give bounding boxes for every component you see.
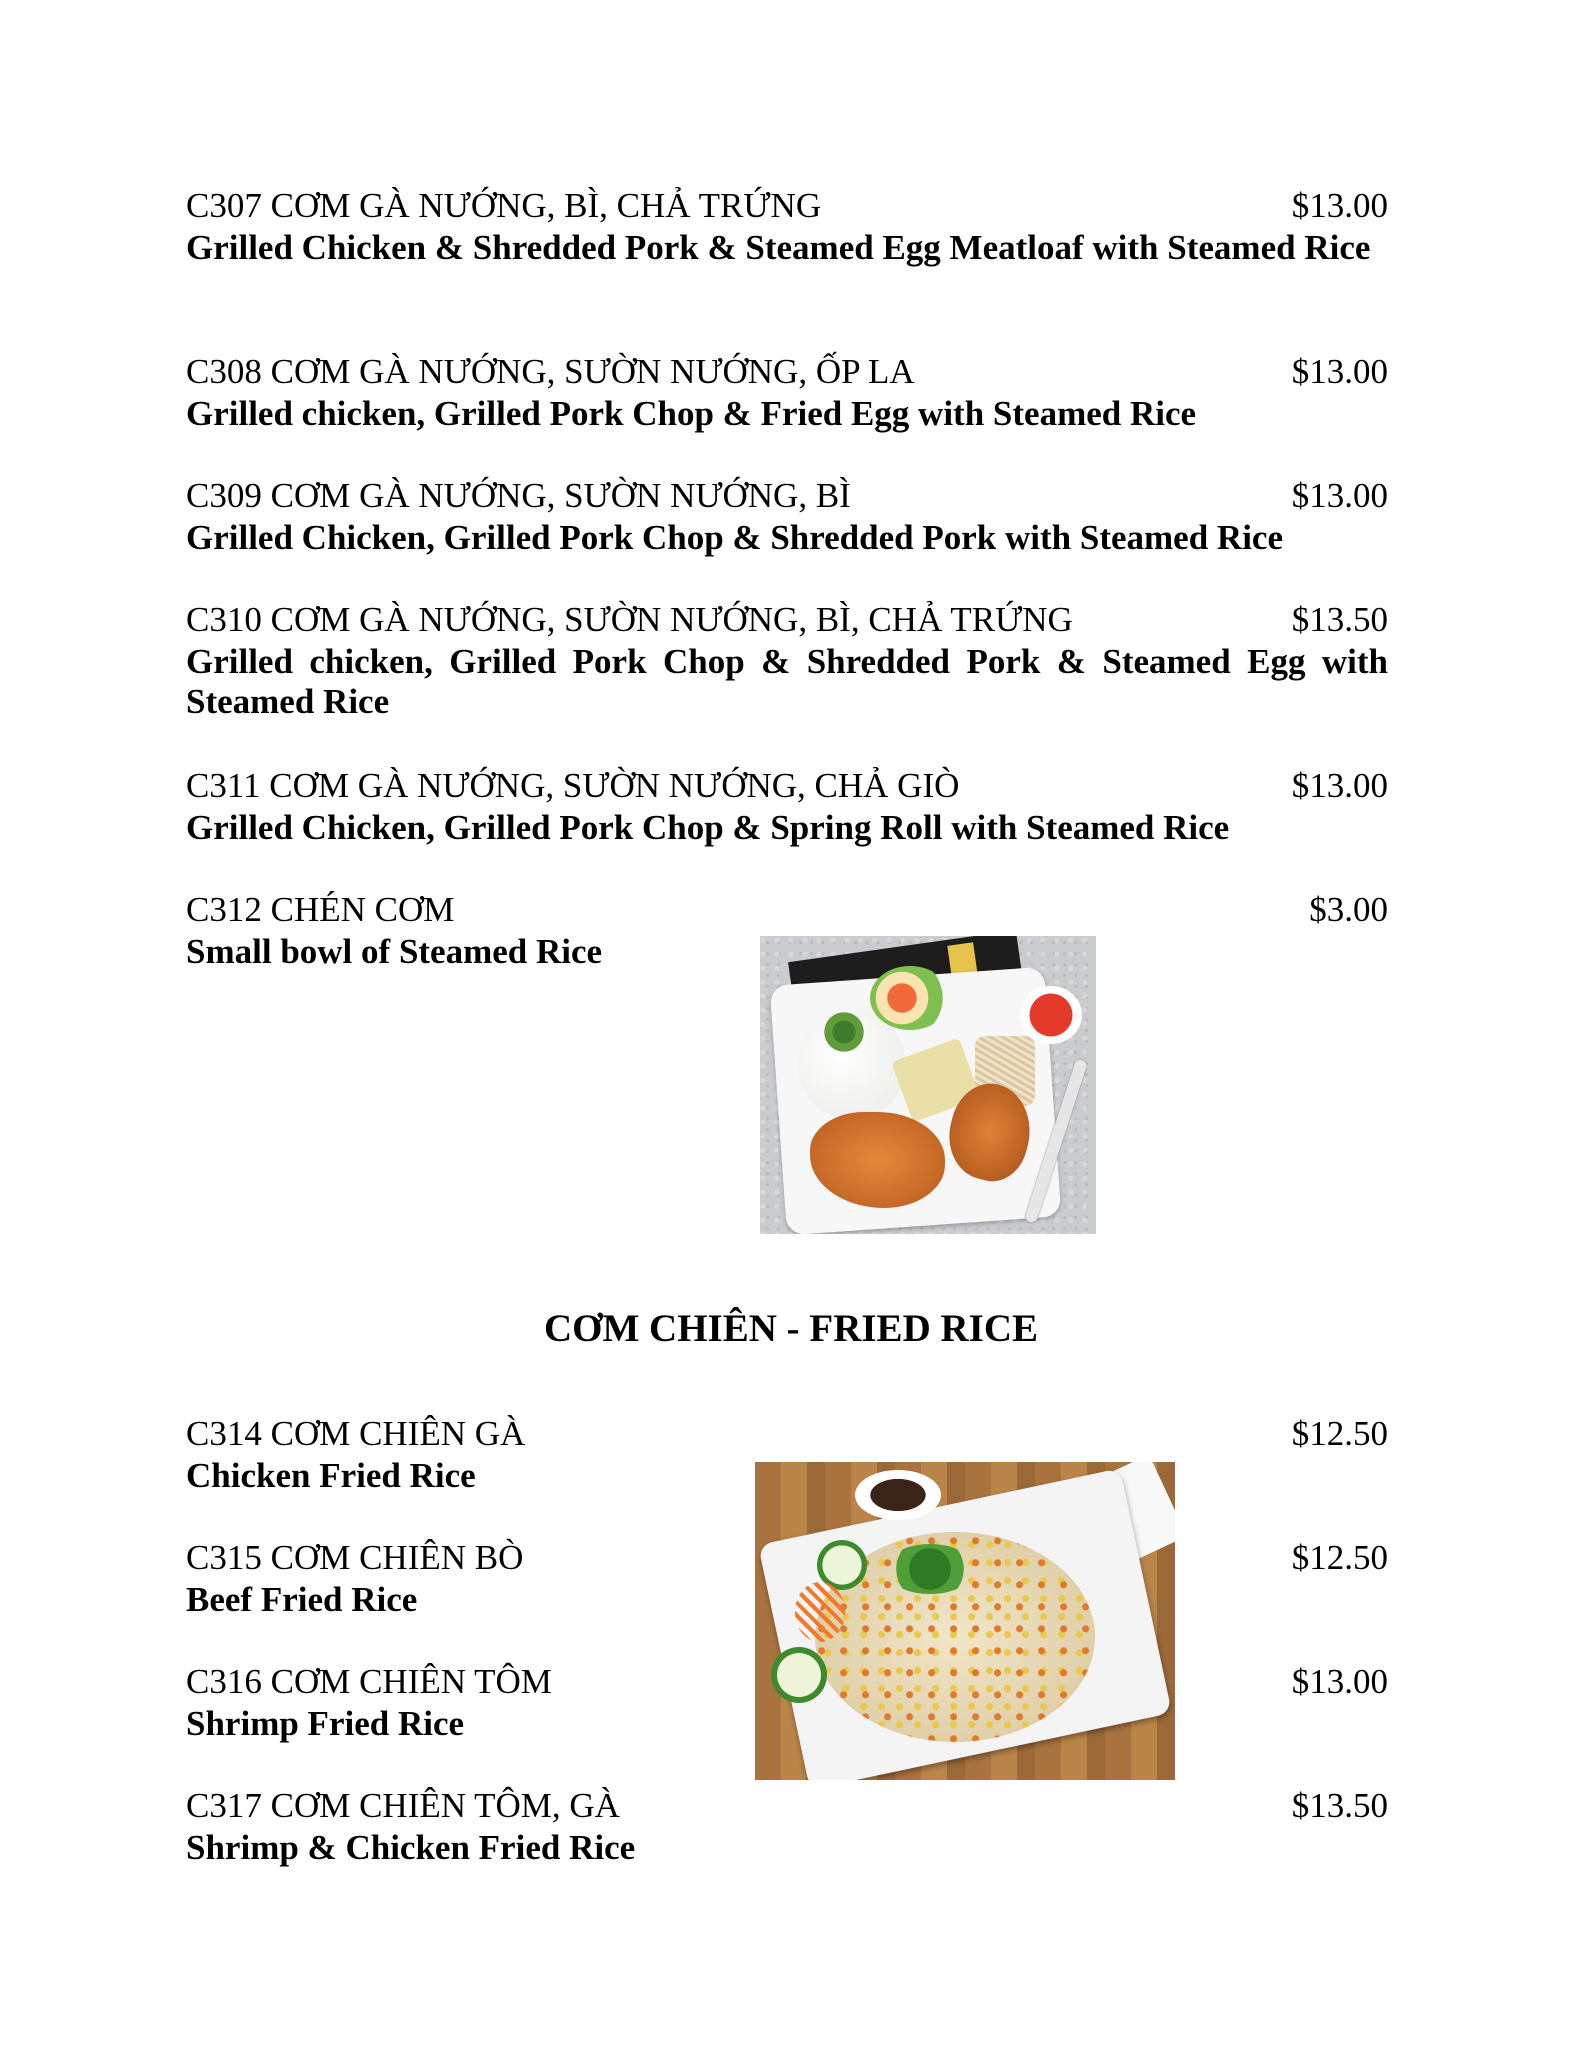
item-english-name: Shrimp & Chicken Fried Rice xyxy=(186,1828,636,1867)
item-price: $13.00 xyxy=(1291,352,1388,391)
item-price: $12.50 xyxy=(1291,1538,1388,1577)
item-price: $13.50 xyxy=(1291,600,1388,639)
item-price: $12.50 xyxy=(1291,1414,1388,1453)
menu-item-c307 xyxy=(186,184,1388,268)
item-english-name: Grilled Chicken, Grilled Pork Chop & Spring Roll with Steamed Rice xyxy=(186,808,1230,847)
item-vietnamese-name: C316 CƠM CHIÊN TÔM xyxy=(186,1662,552,1701)
menu-item-c308 xyxy=(186,350,1388,434)
item-vietnamese-name: C317 CƠM CHIÊN TÔM, GÀ xyxy=(186,1786,620,1825)
menu-item-c317 xyxy=(186,1784,1388,1868)
item-price: $3.00 xyxy=(1309,890,1388,929)
item-english-name: Grilled chicken, Grilled Pork Chop & Fried Egg with Steamed Rice xyxy=(186,394,1197,433)
item-vietnamese-name: C310 CƠM GÀ NƯỚNG, SƯỜN NƯỚNG, BÌ, CHẢ TRỨNG xyxy=(186,600,1073,639)
menu-item-c310 xyxy=(186,598,1388,722)
item-price: $13.00 xyxy=(1291,766,1388,805)
item-vietnamese-name: C315 CƠM CHIÊN BÒ xyxy=(186,1538,524,1577)
item-vietnamese-name: C308 CƠM GÀ NƯỚNG, SƯỜN NƯỚNG, ỐP LA xyxy=(186,352,915,391)
item-english-name: Chicken Fried Rice xyxy=(186,1456,476,1495)
item-price: $13.00 xyxy=(1291,1662,1388,1701)
item-vietnamese-name: C314 CƠM CHIÊN GÀ xyxy=(186,1414,526,1453)
item-vietnamese-name: C311 CƠM GÀ NƯỚNG, SƯỜN NƯỚNG, CHẢ GIÒ xyxy=(186,766,960,805)
item-english-name: Grilled Chicken & Shredded Pork & Steamed Egg Meatloaf with Steamed Rice xyxy=(186,228,1371,267)
item-vietnamese-name: C312 CHÉN CƠM xyxy=(186,890,455,929)
item-price: $13.00 xyxy=(1291,476,1388,515)
item-price: $13.50 xyxy=(1291,1786,1388,1825)
menu-item-c311 xyxy=(186,764,1388,848)
menu-item-c309 xyxy=(186,474,1388,558)
item-english-name: Beef Fried Rice xyxy=(186,1580,418,1619)
item-english-name: Shrimp Fried Rice xyxy=(186,1704,465,1743)
item-vietnamese-name: C307 CƠM GÀ NƯỚNG, BÌ, CHẢ TRỨNG xyxy=(186,186,822,225)
item-vietnamese-name: C309 CƠM GÀ NƯỚNG, SƯỜN NƯỚNG, BÌ xyxy=(186,476,851,515)
fried-rice-photo xyxy=(755,1462,1175,1780)
item-english-name: Grilled Chicken, Grilled Pork Chop & Shredded Pork with Steamed Rice xyxy=(186,518,1283,557)
grilled-chicken-rice-photo xyxy=(760,936,1096,1234)
item-english-name: Grilled chicken, Grilled Pork Chop & Shredded Pork & Steamed Egg with Steamed Rice xyxy=(186,642,1388,721)
item-price: $13.00 xyxy=(1291,186,1388,225)
item-english-name: Small bowl of Steamed Rice xyxy=(186,932,603,971)
section-title-fried-rice: CƠM CHIÊN - FRIED RICE xyxy=(543,1307,1038,1350)
